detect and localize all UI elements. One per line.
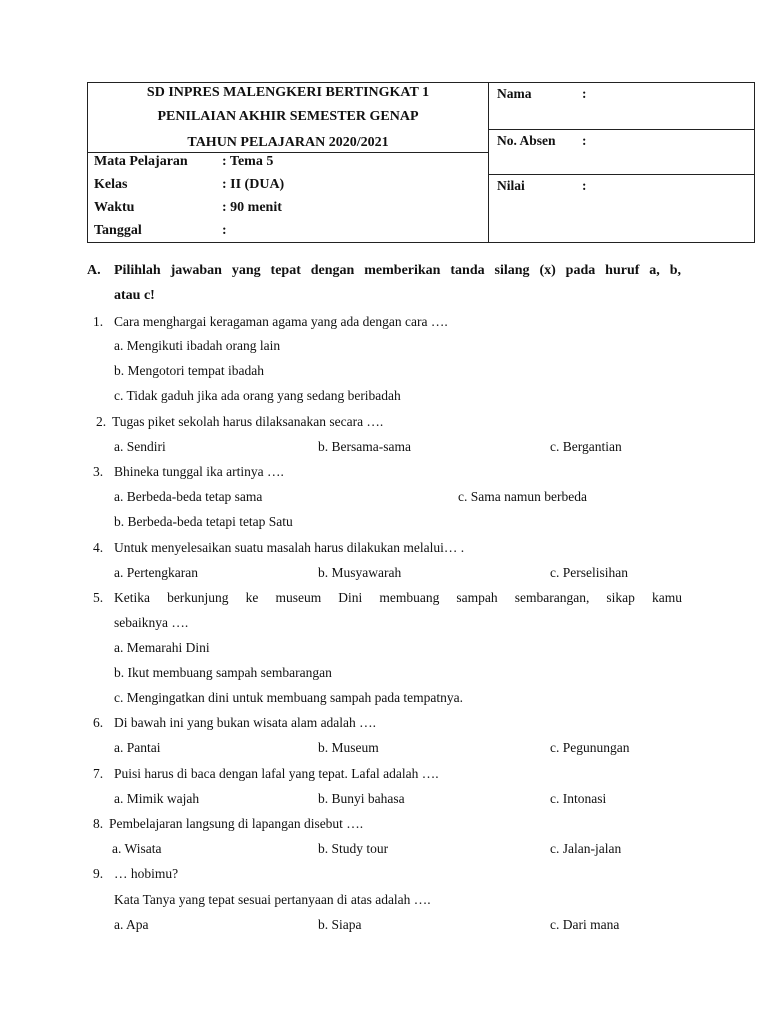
answer-option[interactable]: c. Sama namun berbeda [458, 489, 587, 504]
answer-option[interactable]: a. Mimik wajah [114, 791, 200, 806]
answer-option[interactable]: b. Berbeda-beda tetapi tetap Satu [114, 514, 293, 529]
question-number: 3. [93, 464, 104, 479]
answer-option[interactable]: a. Memarahi Dini [114, 640, 210, 655]
info-label-subject: Mata Pelajaran [94, 154, 188, 169]
question-text: … hobimu? [114, 866, 179, 881]
field-colon-name[interactable]: : [582, 86, 587, 101]
answer-option[interactable]: a. Apa [114, 917, 149, 932]
question-text: Puisi harus di baca dengan lafal yang tepat. Lafal adalah …. [114, 766, 439, 781]
info-value-time: : 90 menit [222, 200, 282, 215]
field-label-name: Nama [497, 86, 532, 101]
question-number: 2. [96, 414, 107, 429]
instruction-line-1: Pilihlah jawaban yang tepat dengan memberikan tanda silang (x) pada huruf a, b, [114, 263, 681, 278]
exam-title: PENILAIAN AKHIR SEMESTER GENAP [157, 109, 419, 124]
answer-option[interactable]: b. Bersama-sama [318, 439, 411, 454]
question-text: Pembelajaran langsung di lapangan disebut …. [109, 816, 364, 831]
question-text: Untuk menyelesaikan suatu masalah harus dilakukan melalui… . [114, 540, 465, 555]
question-number: 4. [93, 540, 104, 555]
answer-option[interactable]: b. Study tour [318, 841, 389, 856]
answer-option[interactable]: c. Dari mana [550, 917, 620, 932]
info-value-date: : [222, 223, 227, 238]
answer-option[interactable]: b. Ikut membuang sampah sembarangan [114, 665, 332, 680]
nilai-field-box [488, 174, 755, 243]
school-name: SD INPRES MALENGKERI BERTINGKAT 1 [146, 85, 430, 100]
field-colon-nilai[interactable]: : [582, 178, 587, 193]
info-label-date: Tanggal [94, 223, 142, 238]
info-label-time: Waktu [94, 200, 135, 215]
answer-option[interactable]: b. Siapa [318, 917, 362, 932]
info-value-subject: : Tema 5 [222, 154, 274, 169]
field-label-absen: No. Absen [497, 133, 556, 148]
field-colon-absen[interactable]: : [582, 133, 587, 148]
answer-option[interactable]: a. Wisata [112, 841, 162, 856]
answer-option[interactable]: c. Pegunungan [550, 740, 630, 755]
answer-option[interactable]: b. Museum [318, 740, 379, 755]
question-number: 8. [93, 816, 104, 831]
answer-option[interactable]: a. Berbeda-beda tetap sama [114, 489, 263, 504]
section-letter: A. [87, 263, 101, 278]
answer-option[interactable]: b. Musyawarah [318, 565, 402, 580]
question-number: 1. [93, 314, 104, 329]
question-text: Di bawah ini yang bukan wisata alam adalah …. [114, 715, 377, 730]
question-number: 7. [93, 766, 104, 781]
question-number: 6. [93, 715, 104, 730]
question-text-continued: Kata Tanya yang tepat sesuai pertanyaan di atas adalah …. [114, 892, 431, 907]
question-number: 5. [93, 590, 104, 605]
answer-option[interactable]: c. Jalan-jalan [550, 841, 622, 856]
question-number: 9. [93, 866, 104, 881]
field-label-nilai: Nilai [497, 178, 525, 193]
info-label-class: Kelas [94, 177, 128, 192]
answer-option[interactable]: b. Mengotori tempat ibadah [114, 363, 264, 378]
answer-option[interactable]: c. Bergantian [550, 439, 622, 454]
instruction-line-2: atau c! [114, 288, 155, 303]
answer-option[interactable]: a. Pertengkaran [114, 565, 198, 580]
question-text-continued: sebaiknya …. [114, 615, 189, 630]
answer-option[interactable]: c. Intonasi [550, 791, 607, 806]
question-text: Ketika berkunjung ke museum Dini membuang sampah sembarangan, sikap kamu [114, 590, 682, 605]
answer-option[interactable]: a. Mengikuti ibadah orang lain [114, 338, 281, 353]
answer-option[interactable]: b. Bunyi bahasa [318, 791, 405, 806]
answer-option[interactable]: a. Sendiri [114, 439, 166, 454]
academic-year: TAHUN PELAJARAN 2020/2021 [187, 135, 389, 150]
answer-option[interactable]: c. Mengingatkan dini untuk membuang sampah pada tempatnya. [114, 690, 464, 705]
answer-option[interactable]: c. Perselisihan [550, 565, 628, 580]
info-value-class: : II (DUA) [222, 177, 285, 192]
question-text: Cara menghargai keragaman agama yang ada dengan cara …. [114, 314, 448, 329]
answer-option[interactable]: a. Pantai [114, 740, 161, 755]
question-text: Tugas piket sekolah harus dilaksanakan secara …. [112, 414, 384, 429]
question-text: Bhineka tunggal ika artinya …. [114, 464, 284, 479]
answer-option[interactable]: c. Tidak gaduh jika ada orang yang sedang beribadah [114, 388, 401, 403]
